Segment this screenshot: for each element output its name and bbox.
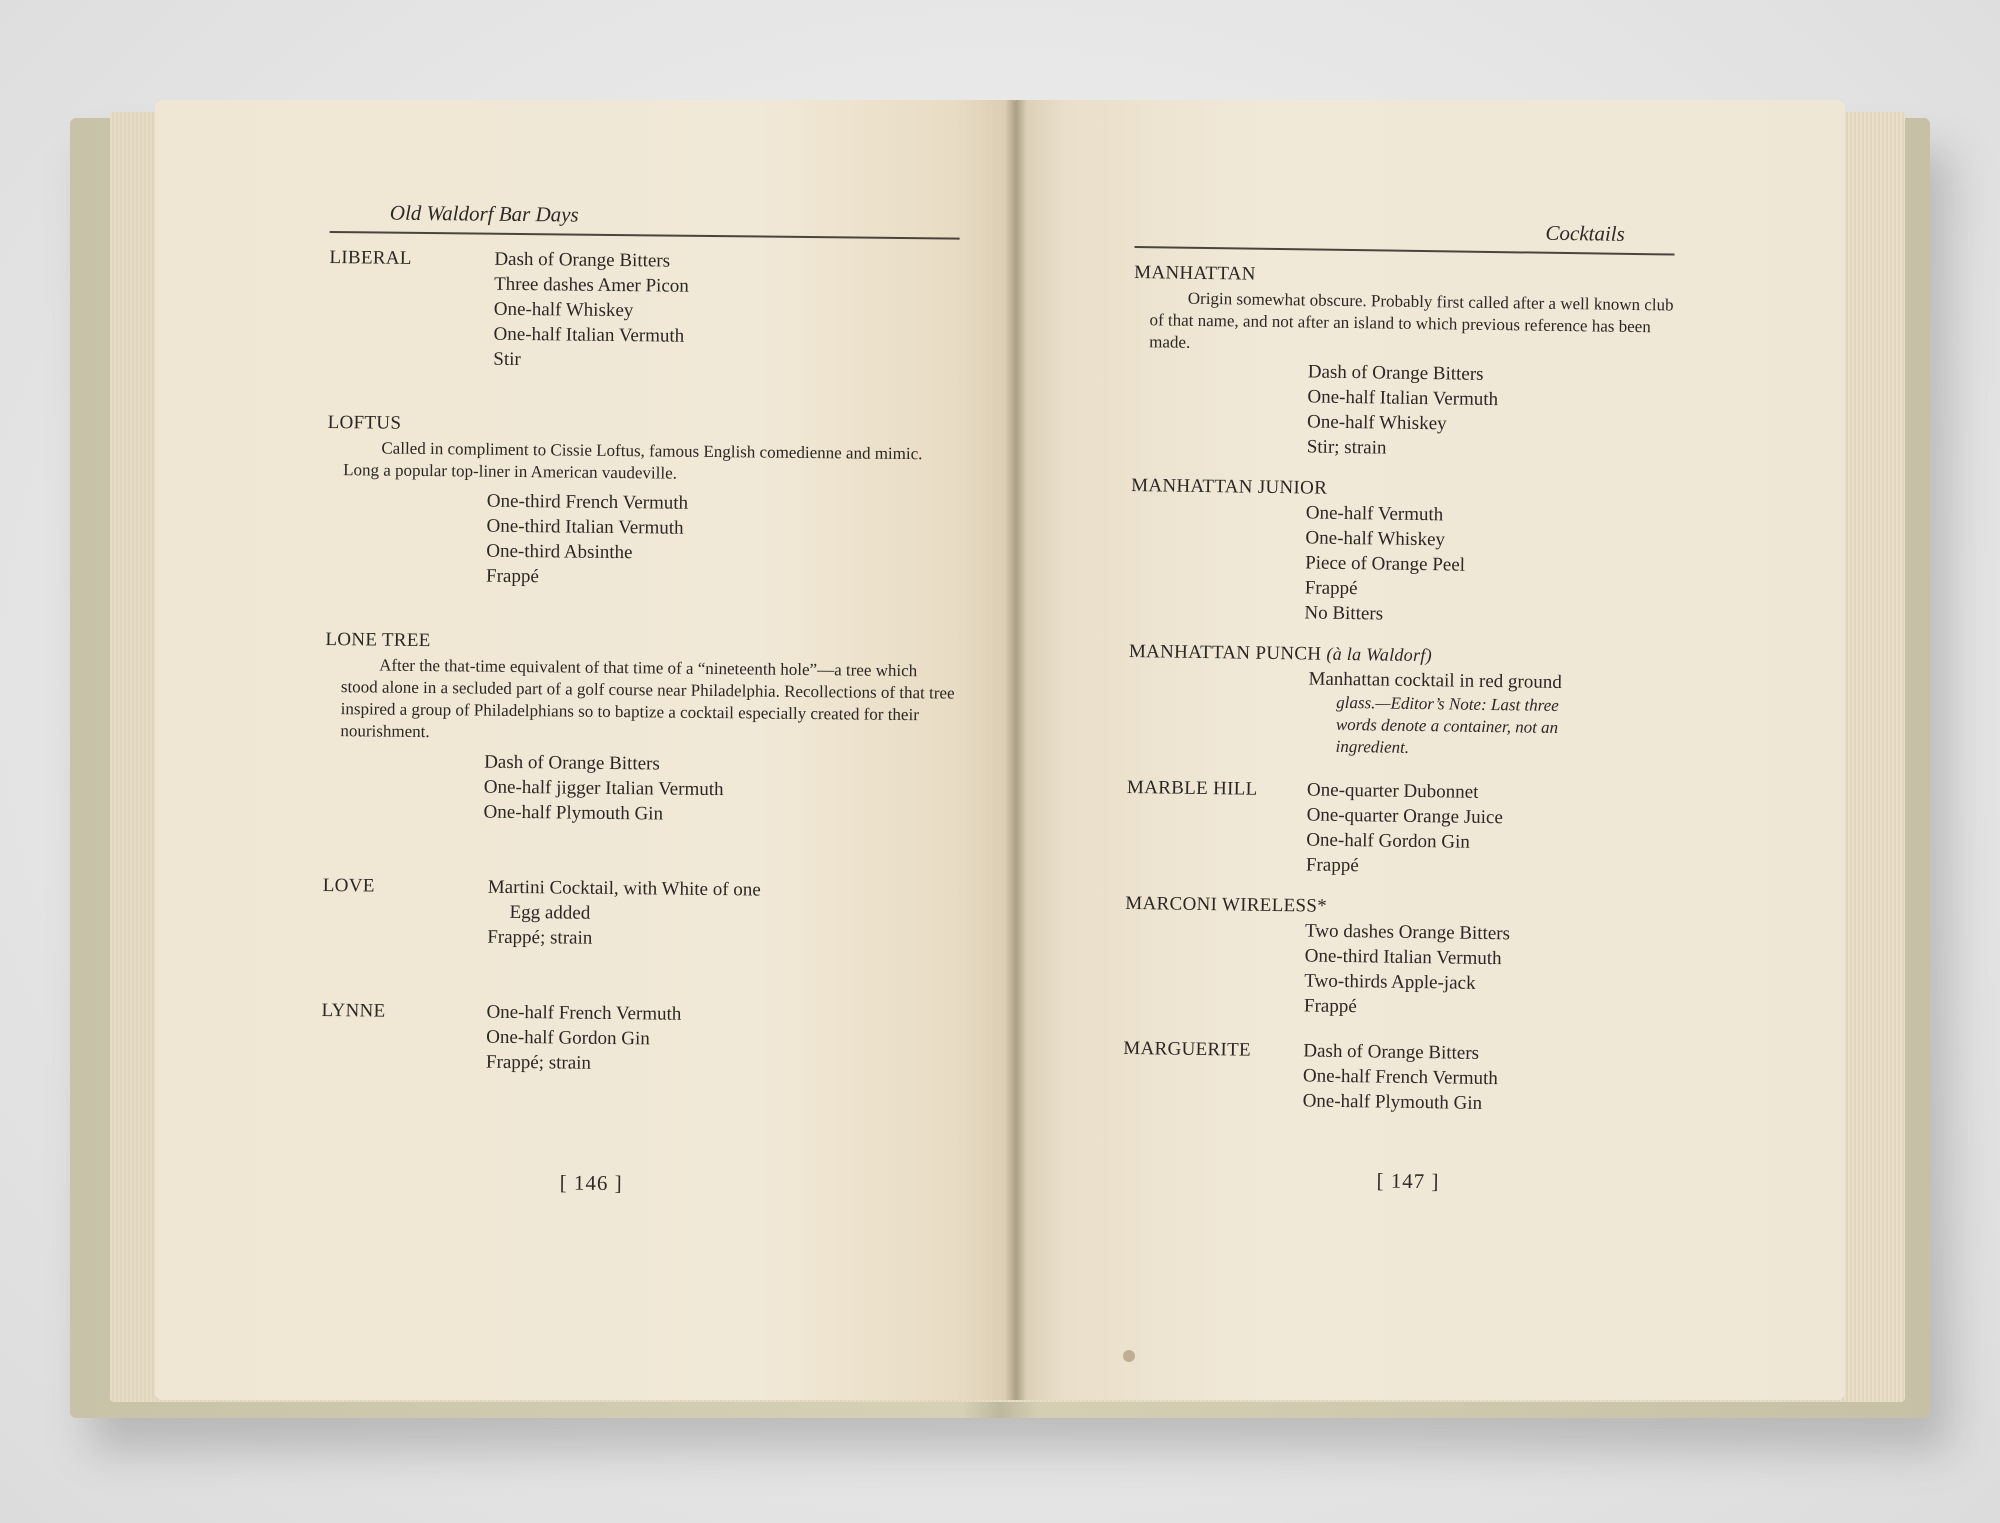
ingredient: Stir; strain — [1306, 436, 1387, 459]
recipe-manhattan — [1132, 260, 1675, 465]
ingredient: Stir — [493, 348, 521, 371]
ingredient: Frappé; strain — [485, 1051, 592, 1074]
ingredient: Two dashes Orange Bitters — [1304, 920, 1511, 945]
recipe-marguerite — [1122, 1036, 1663, 1119]
recipe-description: After the that-time equivalent of that time of a “nineteenth hole”—a tree which stood alone in a secluded part of a golf course near Philadelphia. Recollections of that tree inspired a group of Philadelphians so to baptize a cocktail especially created for their nourishment. — [340, 655, 955, 742]
ingredient: Manhattan cocktail in red ground — [1308, 668, 1562, 694]
ingredient: One-half Italian Vermuth — [1307, 386, 1499, 411]
page-stain — [1123, 1350, 1135, 1362]
ingredient-list — [493, 247, 689, 374]
recipe-lynne — [321, 998, 952, 1080]
ingredient-list — [1307, 666, 1668, 762]
recipe-name: MANHATTAN — [1134, 261, 1256, 285]
ingredient-list — [487, 875, 761, 953]
ingredient: One-half French Vermuth — [1302, 1065, 1498, 1090]
ingredient: No Bitters — [1304, 602, 1384, 625]
recipe-description: Origin somewhat obscure. Probably first called after a well known club of that name, and not after an island to which previous reference has been made. — [1149, 288, 1674, 352]
recipe-love — [322, 873, 953, 955]
ingredient: Egg added — [509, 901, 591, 924]
recipe-description: Called in compliment to Cissie Loftus, famous English comedienne and mimic. Long a popular top-liner in American vaudeville. — [343, 438, 923, 483]
ingredient: One-half Plymouth Gin — [1302, 1090, 1483, 1114]
ingredient: One-half jigger Italian Vermuth — [483, 776, 724, 801]
ingredient: One-quarter Dubonnet — [1306, 779, 1479, 803]
ingredient: One-half Vermuth — [1305, 502, 1444, 526]
ingredient: One-half Italian Vermuth — [493, 323, 685, 347]
recipe-name — [1129, 639, 1669, 672]
ingredient: One-third Absinthe — [486, 540, 633, 564]
ingredient: Martini Cocktail, with White of one — [487, 876, 761, 901]
recipe-loftus — [326, 410, 958, 594]
ingredient: One-half Whiskey — [1305, 527, 1446, 551]
ingredient: Dash of Orange Bitters — [484, 751, 660, 775]
ingredient: One-third Italian Vermuth — [486, 515, 684, 539]
recipe-manhattan-junior — [1129, 473, 1671, 631]
ingredient-list — [1307, 359, 1673, 464]
ingredient: One-half Plymouth Gin — [483, 801, 664, 825]
recipe-name: LOFTUS — [327, 411, 402, 434]
ingredient: Frappé — [1304, 577, 1358, 600]
ingredient-list — [483, 750, 954, 830]
recipe-name: MARBLE HILL — [1126, 776, 1258, 800]
page-number-left: [ 146 ] — [559, 1170, 623, 1196]
recipe-name: MARCONI WIRELESS* — [1125, 892, 1328, 917]
book-gutter — [1005, 100, 1027, 1400]
ingredient: Dash of Orange Bitters — [1307, 361, 1484, 385]
recipe-liberal — [328, 245, 959, 377]
editor-note: ingredient. — [1335, 736, 1410, 757]
ingredient: One-half Whiskey — [493, 298, 634, 322]
editor-note: glass.—Editor’s Note: Last three — [1336, 692, 1559, 715]
recipe-marconi-wireless — [1124, 891, 1666, 1024]
ingredient-list — [486, 1000, 682, 1077]
ingredient: Two-thirds Apple-jack — [1304, 970, 1476, 994]
recipe-lone-tree — [323, 627, 955, 830]
ingredient-list — [1306, 777, 1504, 880]
ingredient: Frappé; strain — [487, 926, 593, 949]
recipe-manhattan-punch — [1127, 639, 1669, 763]
ingredient: One-third Italian Vermuth — [1304, 945, 1502, 970]
editor-note: words denote a container, not an — [1335, 714, 1559, 737]
ingredient: One-half Gordon Gin — [486, 1026, 650, 1050]
ingredient: Frappé — [1305, 854, 1359, 877]
ingredient-list — [486, 489, 957, 594]
recipe-name-main: MANHATTAN PUNCH — [1128, 640, 1322, 665]
ingredient: One-quarter Orange Juice — [1306, 804, 1504, 829]
recipe-name: LIBERAL — [329, 246, 412, 269]
running-head-left: Old Waldorf Bar Days — [330, 200, 960, 240]
left-page-content — [321, 200, 960, 1196]
ingredient: Dash of Orange Bitters — [494, 248, 671, 272]
recipe-name: LONE TREE — [325, 628, 431, 652]
recipe-name: MARGUERITE — [1123, 1037, 1252, 1061]
recipe-marble-hill — [1126, 775, 1667, 883]
page-number-right: [ 147 ] — [1376, 1168, 1440, 1194]
recipe-name-suffix: (à la Waldorf) — [1326, 643, 1433, 666]
recipe-name: LYNNE — [321, 999, 386, 1022]
ingredient-list — [1304, 500, 1671, 630]
ingredient: Frappé — [485, 565, 539, 588]
ingredient: One-half French Vermuth — [486, 1001, 682, 1025]
ingredient: One-third French Vermuth — [486, 490, 689, 514]
recipe-name: MANHATTAN JUNIOR — [1131, 474, 1328, 499]
ingredient: Frappé — [1303, 995, 1357, 1018]
right-page-content — [1122, 215, 1674, 1194]
ingredient: One-half Gordon Gin — [1306, 829, 1470, 853]
ingredient: Dash of Orange Bitters — [1303, 1040, 1480, 1064]
recipe-name: LOVE — [322, 874, 375, 897]
ingredient-list — [1304, 918, 1665, 1023]
running-head-right: Cocktails — [1135, 215, 1675, 256]
ingredient: One-half Whiskey — [1306, 411, 1447, 435]
ingredient: Piece of Orange Peel — [1305, 552, 1466, 576]
ingredient: Three dashes Amer Picon — [494, 273, 689, 297]
ingredient-list — [1302, 1038, 1498, 1116]
